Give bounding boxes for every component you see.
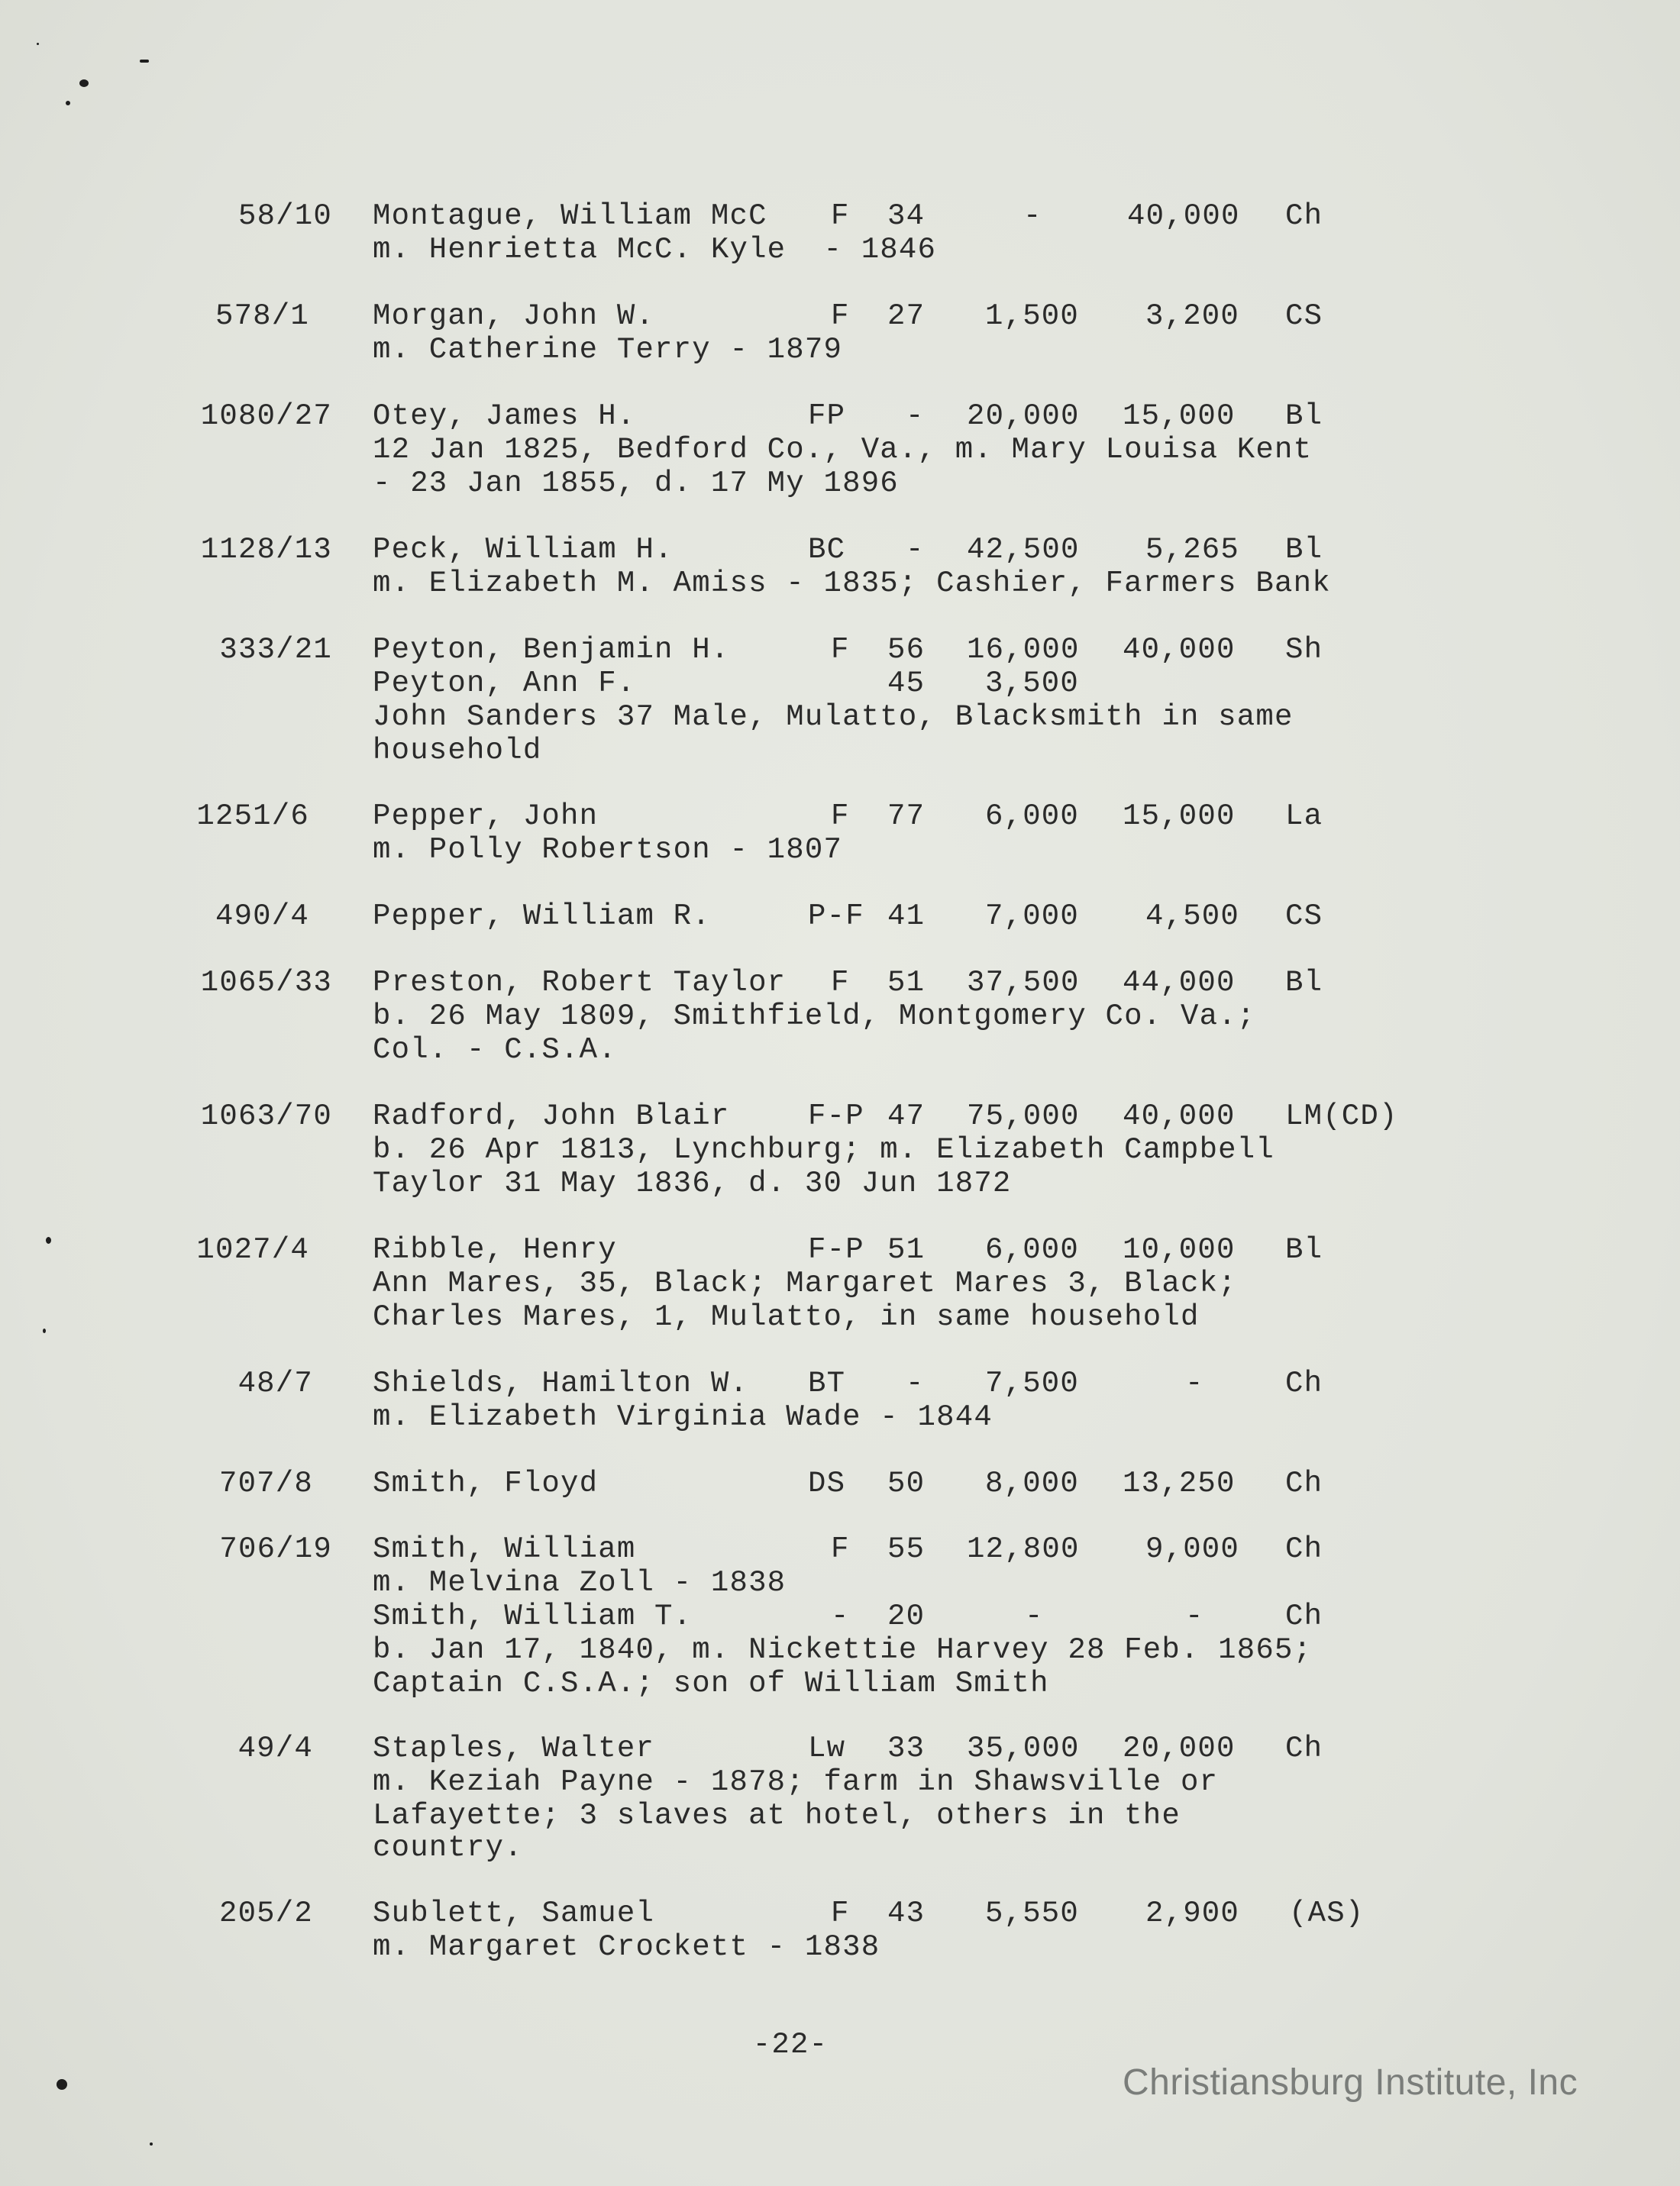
entry-name: Ribble, Henry — [373, 1233, 617, 1267]
entry-note: m. Melvina Zoll - 1838 — [373, 1566, 787, 1600]
entry-ref: 58/10 — [237, 199, 332, 233]
entry-name: Pepper, John — [373, 799, 599, 833]
entry-note: m. Elizabeth M. Amiss - 1835; Cashier, Farmers Bank — [373, 567, 1331, 600]
entry-code: LM(CD) — [1285, 1099, 1398, 1133]
entry-personal-estate: 13,250 — [1123, 1467, 1236, 1500]
entry-personal-estate: 3,200 — [1145, 299, 1240, 333]
entry-age: - — [906, 1367, 925, 1400]
entry-real-estate: 42,500 — [967, 533, 1080, 567]
entry-occupation: BC — [808, 533, 846, 567]
entry-ref: 49/4 — [237, 1732, 313, 1765]
entry-occupation: BT — [808, 1367, 846, 1400]
entry-age: 43 — [887, 1897, 926, 1930]
entry-ref: 1065/33 — [200, 966, 332, 999]
entry-personal-estate: 44,000 — [1123, 966, 1236, 999]
ink-speck — [140, 60, 149, 63]
entry-code: Bl — [1285, 1233, 1323, 1267]
entry-note: Col. - C.S.A. — [373, 1033, 617, 1067]
entry-code: CS — [1285, 299, 1323, 333]
entry-real-estate: 5,550 — [985, 1897, 1080, 1930]
entry-note: John Sanders 37 Male, Mulatto, Blacksmith in same — [373, 700, 1294, 734]
entry-real-estate: 7,000 — [985, 899, 1080, 933]
entry-occupation: F — [831, 1532, 850, 1566]
entry-note: m. Polly Robertson - 1807 — [373, 833, 843, 867]
entry-occupation: F — [831, 1897, 850, 1930]
entry-real-estate: 6,000 — [985, 1233, 1080, 1267]
entry-name: Shields, Hamilton W. — [373, 1367, 749, 1400]
entry-note: Charles Mares, 1, Mulatto, in same household — [373, 1300, 1200, 1334]
entry-personal-estate: 9,000 — [1145, 1532, 1240, 1566]
entry-personal-estate: 4,500 — [1145, 899, 1240, 933]
entry-age: - — [906, 533, 925, 567]
ink-speck — [43, 1329, 46, 1333]
entry-name: Smith, Floyd — [373, 1467, 599, 1500]
entry-note: household — [373, 734, 542, 767]
entry-name: Montague, William McC — [373, 199, 767, 233]
entry-note: m. Elizabeth Virginia Wade - 1844 — [373, 1400, 993, 1434]
entry-age: 33 — [887, 1732, 926, 1765]
entry-age: 51 — [887, 1233, 926, 1267]
entry-note: country. — [373, 1831, 523, 1865]
entry-second-code: Ch — [1285, 1600, 1323, 1633]
entry-name: Radford, John Blair — [373, 1099, 730, 1133]
entry-age: 34 — [887, 199, 926, 233]
entry-occupation: F — [831, 299, 850, 333]
ink-speck — [57, 2079, 67, 2090]
entry-second-real-estate: - — [1025, 1600, 1044, 1633]
entry-ref: 706/19 — [219, 1532, 332, 1566]
entry-age: 55 — [887, 1532, 926, 1566]
entry-age: - — [906, 399, 925, 433]
entry-code: Bl — [1285, 399, 1323, 433]
entry-note: Taylor 31 May 1836, d. 30 Jun 1872 — [373, 1167, 1012, 1200]
entry-real-estate: 8,000 — [985, 1467, 1080, 1500]
entry-age: 56 — [887, 633, 926, 667]
entry-age: 77 — [887, 799, 926, 833]
ink-speck — [150, 2142, 153, 2146]
entry-note: m. Henrietta McC. Kyle - 1846 — [373, 233, 937, 266]
entry-occupation: F — [831, 199, 850, 233]
entry-second-real-estate: 3,500 — [985, 667, 1080, 700]
entry-code: CS — [1285, 899, 1323, 933]
entry-ref: 1027/4 — [196, 1233, 309, 1267]
entry-code: La — [1285, 799, 1323, 833]
entry-personal-estate: 10,000 — [1123, 1233, 1236, 1267]
entry-note: b. Jan 17, 1840, m. Nickettie Harvey 28 Feb. 1865; — [373, 1633, 1313, 1667]
entry-note: b. 26 May 1809, Smithfield, Montgomery Co. Va.; — [373, 999, 1256, 1033]
entry-ref: 1128/13 — [200, 533, 332, 567]
entry-age: 47 — [887, 1099, 926, 1133]
entry-ref: 48/7 — [237, 1367, 313, 1400]
entry-real-estate: 16,000 — [967, 633, 1080, 667]
entry-personal-estate: 40,000 — [1123, 1099, 1236, 1133]
entry-note: b. 26 Apr 1813, Lynchburg; m. Elizabeth Campbell — [373, 1133, 1275, 1167]
entry-occupation: F — [831, 799, 850, 833]
entry-personal-estate: 5,265 — [1145, 533, 1240, 567]
entry-age: 51 — [887, 966, 926, 999]
entry-name: Peyton, Benjamin H. — [373, 633, 730, 667]
ink-speck — [46, 1237, 51, 1244]
entry-second-name: Smith, William T. — [373, 1600, 693, 1633]
entry-real-estate: 1,500 — [985, 299, 1080, 333]
entry-code: Ch — [1285, 1732, 1323, 1765]
ink-speck — [79, 79, 89, 87]
entry-real-estate: 75,000 — [967, 1099, 1080, 1133]
entry-second-name: Peyton, Ann F. — [373, 667, 636, 700]
entry-personal-estate: - — [1185, 1367, 1204, 1400]
entry-code: (AS) — [1289, 1897, 1365, 1930]
entry-ref: 333/21 — [219, 633, 332, 667]
entry-real-estate: 7,500 — [985, 1367, 1080, 1400]
entry-personal-estate: 15,000 — [1123, 799, 1236, 833]
ink-speck — [37, 43, 39, 45]
entry-personal-estate: 20,000 — [1123, 1732, 1236, 1765]
entry-personal-estate: 15,000 — [1123, 399, 1236, 433]
entry-real-estate: 20,000 — [967, 399, 1080, 433]
entry-occupation: F-P — [808, 1099, 864, 1133]
entry-name: Morgan, John W. — [373, 299, 655, 333]
entry-second-age: 20 — [887, 1600, 926, 1633]
ink-speck — [66, 101, 70, 105]
entry-ref: 578/1 — [215, 299, 309, 333]
entry-personal-estate: 2,900 — [1145, 1897, 1240, 1930]
entry-personal-estate: 40,000 — [1123, 633, 1236, 667]
entry-note: Lafayette; 3 slaves at hotel, others in the — [373, 1799, 1181, 1832]
entry-name: Preston, Robert Taylor — [373, 966, 787, 999]
entry-ref: 490/4 — [215, 899, 309, 933]
entry-occupation: F — [831, 966, 850, 999]
entry-name: Sublett, Samuel — [373, 1897, 655, 1930]
entry-second-age: 45 — [887, 667, 926, 700]
entry-code: Ch — [1285, 1367, 1323, 1400]
entry-real-estate: 6,000 — [985, 799, 1080, 833]
entry-name: Pepper, William R. — [373, 899, 711, 933]
entry-occupation: F — [831, 633, 850, 667]
entry-age: 27 — [887, 299, 926, 333]
entry-real-estate: - — [1023, 199, 1042, 233]
entry-occupation: FP — [808, 399, 846, 433]
entry-note: m. Keziah Payne - 1878; farm in Shawsville or — [373, 1765, 1219, 1799]
entry-second-occupation: - — [831, 1600, 850, 1633]
entry-real-estate: 12,800 — [967, 1532, 1080, 1566]
entry-ref: 1063/70 — [200, 1099, 332, 1133]
entry-real-estate: 37,500 — [967, 966, 1080, 999]
entry-note: m. Catherine Terry - 1879 — [373, 333, 843, 366]
entry-name: Staples, Walter — [373, 1732, 655, 1765]
entry-ref: 205/2 — [218, 1897, 313, 1930]
entry-occupation: DS — [808, 1467, 846, 1500]
entry-ref: 707/8 — [218, 1467, 313, 1500]
entry-name: Otey, James H. — [373, 399, 636, 433]
watermark: Christiansburg Institute, Inc — [1123, 2062, 1578, 2103]
entry-note: 12 Jan 1825, Bedford Co., Va., m. Mary Louisa Kent — [373, 433, 1313, 467]
entry-code: Ch — [1285, 1467, 1323, 1500]
entry-note: - 23 Jan 1855, d. 17 My 1896 — [373, 467, 899, 500]
entry-name: Peck, William H. — [373, 533, 674, 567]
entry-code: Ch — [1285, 199, 1323, 233]
entry-occupation: P-F — [808, 899, 864, 933]
entry-occupation: F-P — [808, 1233, 864, 1267]
entry-note: Captain C.S.A.; son of William Smith — [373, 1667, 1049, 1700]
entry-code: Bl — [1285, 533, 1323, 567]
page-number: -22- — [752, 2028, 829, 2062]
entry-second-personal-estate: - — [1185, 1600, 1204, 1633]
entry-age: 41 — [887, 899, 926, 933]
entry-real-estate: 35,000 — [967, 1732, 1080, 1765]
entry-note: Ann Mares, 35, Black; Margaret Mares 3, Black; — [373, 1267, 1237, 1300]
entry-name: Smith, William — [373, 1532, 636, 1566]
entry-personal-estate: 40,000 — [1127, 199, 1240, 233]
entry-age: 50 — [887, 1467, 926, 1500]
entry-ref: 1251/6 — [196, 799, 309, 833]
entry-code: Ch — [1285, 1532, 1323, 1566]
entry-code: Bl — [1285, 966, 1323, 999]
entry-occupation: Lw — [808, 1732, 846, 1765]
entry-code: Sh — [1285, 633, 1323, 667]
entry-note: m. Margaret Crockett - 1838 — [373, 1930, 880, 1964]
entry-ref: 1080/27 — [200, 399, 332, 433]
